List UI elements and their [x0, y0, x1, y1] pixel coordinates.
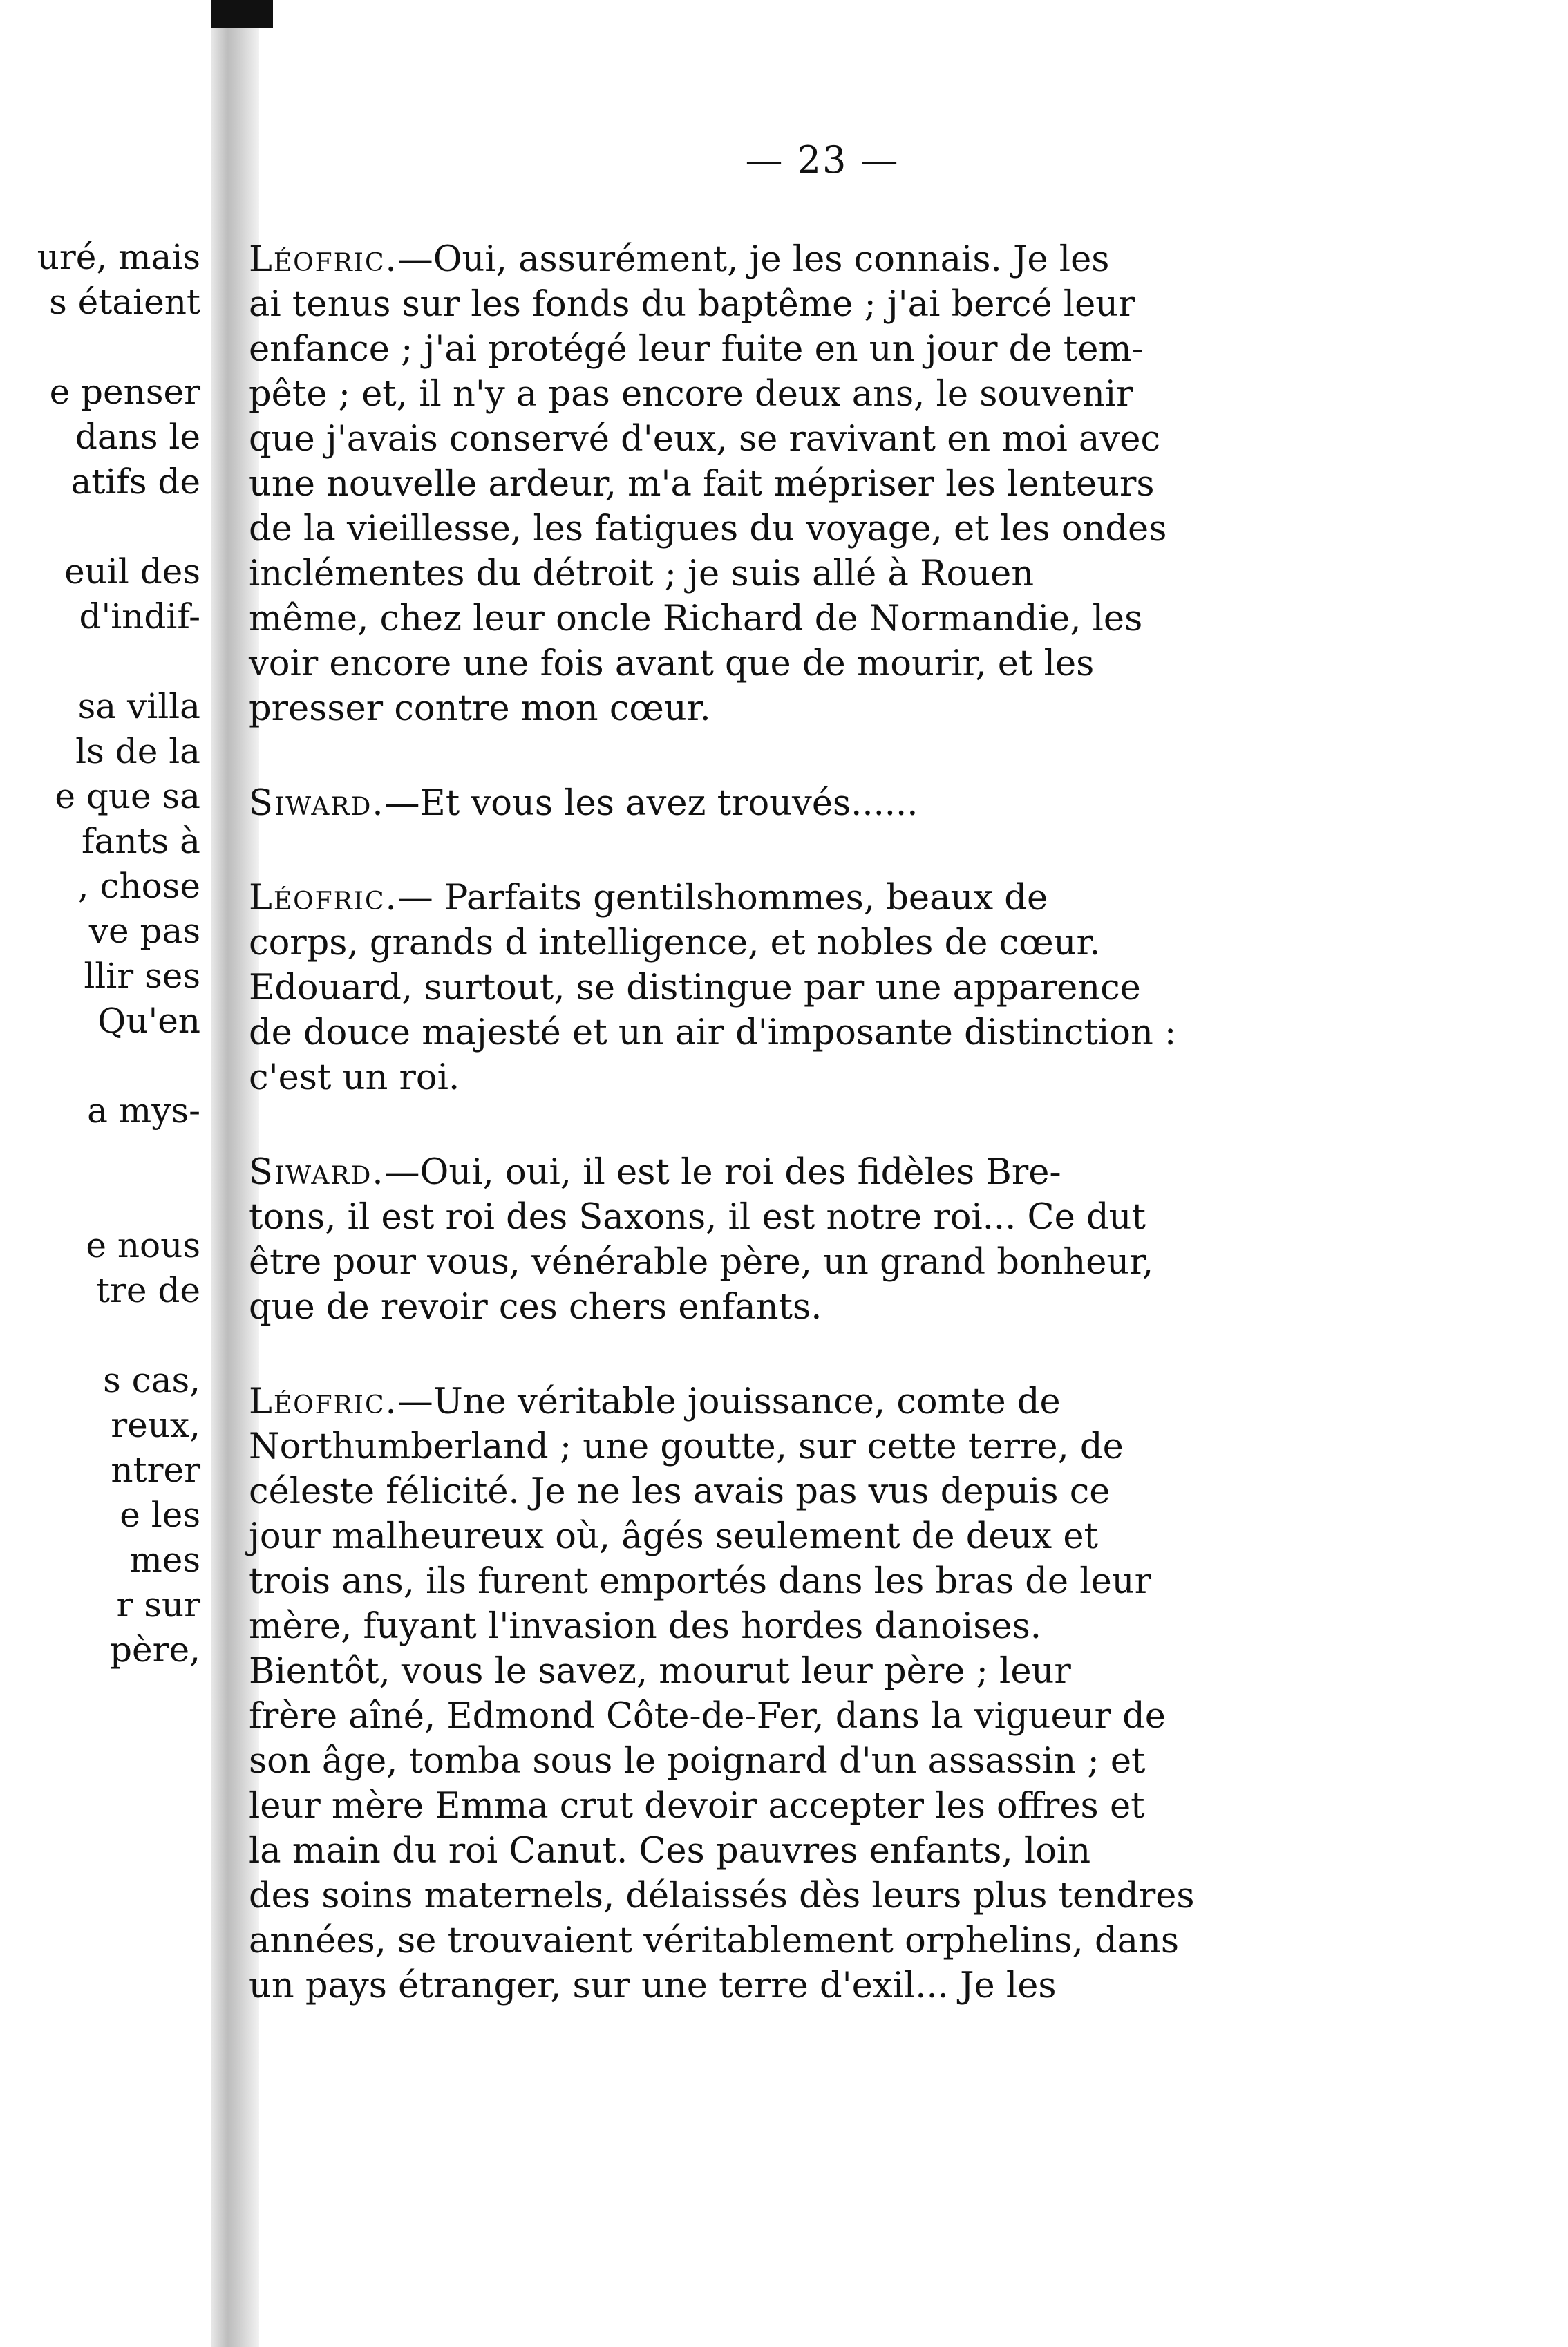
text-line	[249, 965, 1368, 1010]
line-text: des soins maternels, délaissés dès leurs plus tendres	[249, 1876, 1195, 1916]
left-page-line	[0, 325, 200, 370]
line-text: son âge, tomba sous le poignard d'un assassin ; et	[249, 1741, 1146, 1782]
line-text: presser contre mon cœur.	[249, 688, 711, 729]
line-text: inclémentes du détroit ; je suis allé à Rouen	[249, 554, 1035, 594]
line-text: frère aîné, Edmond Côte-de-Fer, dans la vigueur de	[249, 1696, 1166, 1737]
text-line	[249, 282, 1368, 327]
left-page-line: e que sa	[55, 776, 200, 816]
left-page-line: , chose	[77, 866, 200, 906]
text-line	[249, 1424, 1368, 1469]
left-page-line: a mys-	[87, 1091, 200, 1131]
left-page-line: s étaient	[49, 282, 200, 322]
left-page-line: s cas,	[103, 1360, 200, 1400]
line-text: la main du roi Canut. Ces pauvres enfants, loin	[249, 1831, 1091, 1872]
text-line	[249, 876, 1368, 921]
left-page-line: llir ses	[84, 956, 200, 996]
text-line	[249, 1514, 1368, 1559]
text-line	[249, 641, 1368, 686]
speaker-name: Léofric.	[249, 878, 398, 918]
line-text: jour malheureux où, âgés seulement de deux et	[249, 1516, 1099, 1557]
text-line	[249, 1784, 1368, 1829]
left-page-line	[0, 505, 200, 549]
text-line	[249, 1739, 1368, 1784]
text-line	[249, 1694, 1368, 1739]
line-text: —Et vous les avez trouvés......	[384, 783, 918, 824]
line-text: ai tenus sur les fonds du baptême ; j'ai bercé leur	[249, 284, 1135, 325]
dialogue-paragraph	[249, 1150, 1368, 1330]
text-line	[249, 462, 1368, 507]
left-page-line: reux,	[111, 1405, 200, 1445]
line-text: leur mère Emma crut devoir accepter les offres et	[249, 1786, 1145, 1827]
left-page-line	[0, 639, 200, 684]
line-text: Bientôt, vous le savez, mourut leur père ; leur	[249, 1651, 1071, 1692]
text-line	[249, 1829, 1368, 1874]
left-page-line: uré, mais	[37, 237, 200, 277]
left-page-line: e les	[120, 1495, 200, 1535]
page-number: — 23 —	[745, 138, 900, 182]
line-text: de douce majesté et un air d'imposante distinction :	[249, 1012, 1177, 1053]
text-line	[249, 1379, 1368, 1424]
dialogue-paragraph	[249, 781, 1368, 826]
left-page-line	[0, 1313, 200, 1358]
left-page-line: e nous	[86, 1225, 200, 1265]
left-page-line: atifs de	[70, 462, 200, 502]
line-text: — Parfaits gentilshommes, beaux de	[397, 878, 1048, 918]
page-body	[249, 237, 1368, 2008]
text-line	[249, 1285, 1368, 1330]
line-text: trois ans, ils furent emportés dans les bras de leur	[249, 1561, 1152, 1602]
line-text: —Oui, assurément, je les connais. Je les	[397, 239, 1110, 280]
line-text: même, chez leur oncle Richard de Normandie, les	[249, 598, 1143, 639]
line-text: un pays étranger, sur une terre d'exil... Je les	[249, 1966, 1057, 2006]
line-text: Northumberland ; une goutte, sur cette terre, de	[249, 1426, 1124, 1467]
left-page-line: r sur	[116, 1585, 200, 1625]
text-line	[249, 1469, 1368, 1514]
left-page-line: Qu'en	[97, 1001, 200, 1041]
line-text: tons, il est roi des Saxons, il est notre roi... Ce dut	[249, 1197, 1146, 1238]
speaker-name: Siward.	[249, 1152, 385, 1193]
text-line	[249, 1604, 1368, 1649]
line-text: —Une véritable jouissance, comte de	[397, 1382, 1061, 1422]
text-line	[249, 781, 1368, 826]
scan-edge	[211, 0, 273, 28]
text-line	[249, 1010, 1368, 1055]
line-text: pête ; et, il n'y a pas encore deux ans, le souvenir	[249, 374, 1133, 415]
left-page-line: ntrer	[111, 1450, 200, 1490]
line-text: mère, fuyant l'invasion des hordes danoises.	[249, 1606, 1041, 1647]
right-page	[249, 138, 1368, 2058]
left-page-line: dans le	[75, 417, 200, 457]
left-page-line: euil des	[64, 552, 200, 592]
left-page-line: e penser	[49, 372, 200, 412]
speaker-name: Léofric.	[249, 1382, 398, 1422]
left-page-line	[0, 1133, 200, 1178]
left-page-line: mes	[129, 1540, 200, 1580]
line-text: c'est un roi.	[249, 1057, 460, 1098]
text-line	[249, 1649, 1368, 1694]
line-text: années, se trouvaient véritablement orphelins, dans	[249, 1921, 1180, 1961]
speaker-name: Siward.	[249, 783, 385, 824]
text-line	[249, 327, 1368, 372]
text-line	[249, 921, 1368, 965]
text-line	[249, 1874, 1368, 1919]
left-page-line	[0, 1178, 200, 1223]
text-line	[249, 417, 1368, 462]
text-line	[249, 372, 1368, 417]
line-text: corps, grands d intelligence, et nobles de cœur.	[249, 923, 1101, 963]
text-line	[249, 686, 1368, 731]
left-page-line: sa villa	[77, 686, 200, 726]
dialogue-paragraph	[249, 237, 1368, 731]
text-line	[249, 1150, 1368, 1195]
left-page-line: fants à	[82, 821, 200, 861]
text-line	[249, 552, 1368, 596]
line-text: voir encore une fois avant que de mourir, et les	[249, 643, 1095, 684]
line-text: de la vieillesse, les fatigues du voyage, et les ondes	[249, 509, 1167, 549]
text-line	[249, 507, 1368, 552]
line-text: être pour vous, vénérable père, un grand bonheur,	[249, 1242, 1154, 1283]
left-page-line: ve pas	[88, 911, 200, 951]
line-text: que de revoir ces chers enfants.	[249, 1287, 822, 1328]
line-text: —Oui, oui, il est le roi des fidèles Bre-	[384, 1152, 1061, 1193]
text-line	[249, 1055, 1368, 1100]
left-page-line: père,	[110, 1630, 200, 1670]
dialogue-paragraph	[249, 876, 1368, 1100]
text-line	[249, 1240, 1368, 1285]
speaker-name: Léofric.	[249, 239, 398, 280]
line-text: que j'avais conservé d'eux, se ravivant en moi avec	[249, 419, 1161, 460]
line-text: Edouard, surtout, se distingue par une apparence	[249, 968, 1141, 1008]
text-line	[249, 1963, 1368, 2008]
line-text: une nouvelle ardeur, m'a fait mépriser les lenteurs	[249, 464, 1155, 505]
text-line	[249, 1559, 1368, 1604]
text-line	[249, 1195, 1368, 1240]
left-page-line: ls de la	[75, 731, 200, 771]
left-page-line	[0, 1044, 200, 1088]
left-page-fragment	[0, 235, 200, 1672]
text-line	[249, 1919, 1368, 1963]
dialogue-paragraph	[249, 1379, 1368, 2008]
left-page-line: tre de	[95, 1270, 200, 1310]
text-line	[249, 237, 1368, 282]
line-text: enfance ; j'ai protégé leur fuite en un jour de tem-	[249, 329, 1144, 370]
line-text: céleste félicité. Je ne les avais pas vus depuis ce	[249, 1471, 1111, 1512]
left-page-line: d'indif-	[79, 596, 200, 637]
text-line	[249, 596, 1368, 641]
